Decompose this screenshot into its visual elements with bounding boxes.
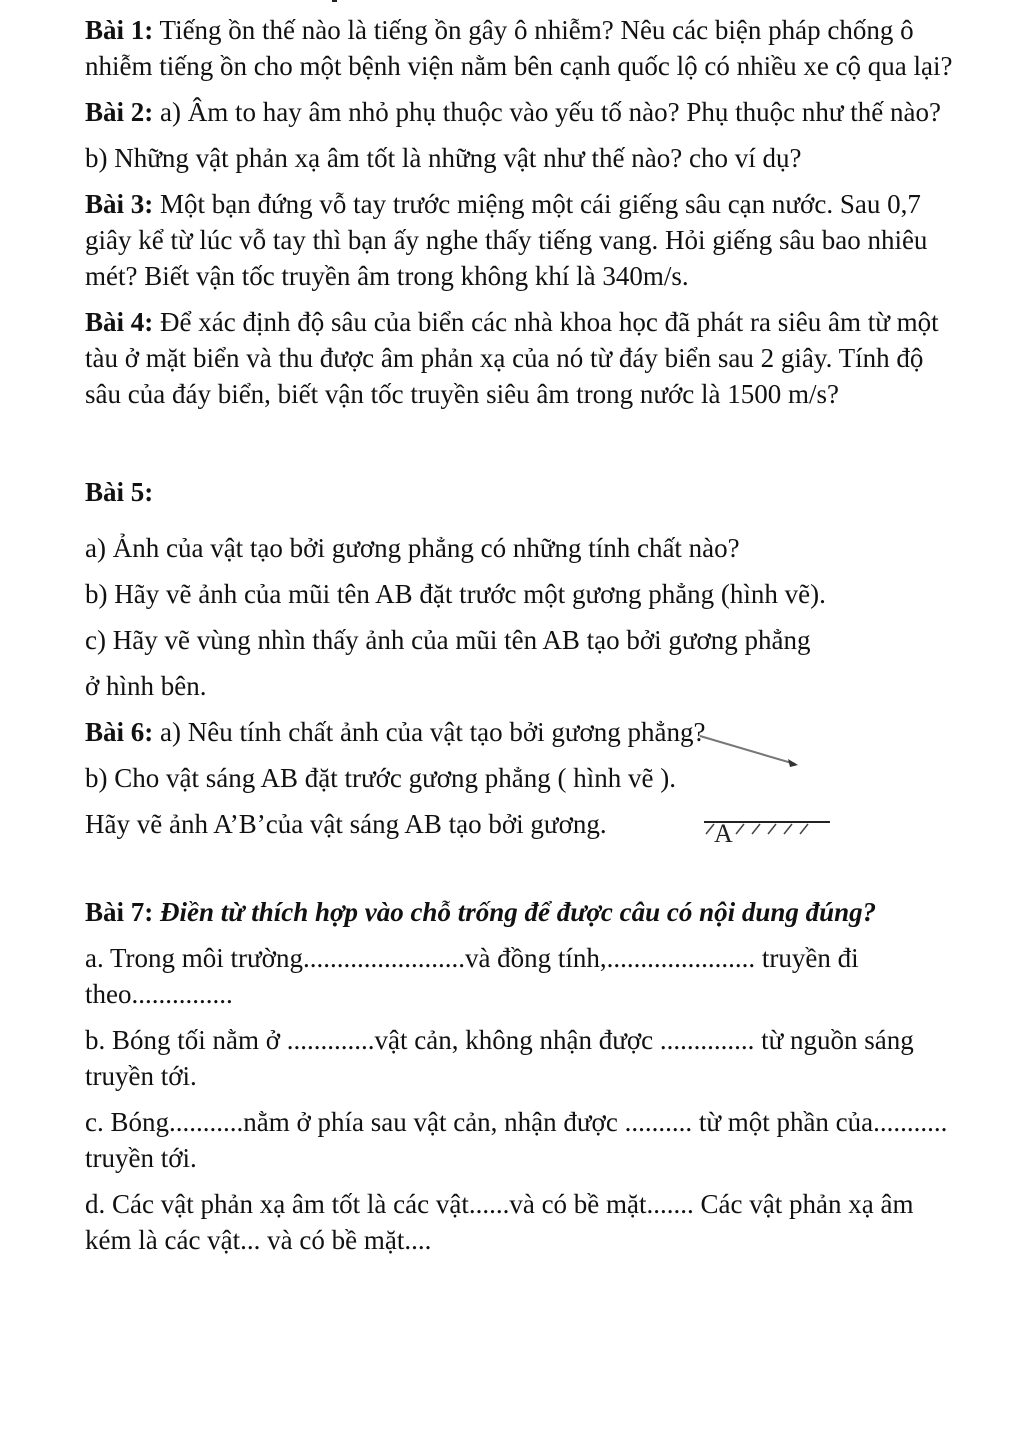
exercise-3-label: Bài 3: [85,189,154,219]
exercise-7-title: Điền từ thích hợp vào chỗ trống để được câu có nội dung đúng? [153,897,877,927]
exercise-7-heading [85,894,965,930]
exercise-5b: b) Hãy vẽ ảnh của mũi tên AB đặt trước một gương phẳng (hình vẽ). [85,579,826,609]
exercise-5c: c) Hãy vẽ vùng nhìn thấy ảnh của mũi tên AB tạo bởi gương phẳng [85,625,811,655]
exercise-4 [85,304,965,412]
mirror-figure [700,722,925,848]
figure-label-a: A [714,819,733,848]
arrow-head-icon [788,759,798,767]
exercise-2a [85,94,965,130]
exercise-3-text: Một bạn đứng vỗ tay trước miệng một cái giếng sâu cạn nước. Sau 0,7 giây kể từ lúc vỗ tay thì bạn ấy nghe thấy tiếng vang. Hỏi giếng sâu bao nhiêu mét? Biết vận tốc truyền âm trong không khí là 340m/s. [85,189,928,291]
exercise-5-heading [85,474,965,510]
exercise-7d: d. Các vật phản xạ âm tốt là các vật......và có bề mặt....... Các vật phản xạ âm kém là các vật... và có bề mặt.... [85,1189,914,1255]
exercise-4-label: Bài 4: [85,307,154,337]
spacer [85,422,965,474]
exercise-6-label: Bài 6: [85,717,154,747]
exercise-5-label: Bài 5: [85,477,154,507]
exercise-5a: a) Ảnh của vật tạo bởi gương phẳng có những tính chất nào? [85,533,740,563]
cropped-text-remnant [290,0,410,4]
exercise-7-label: Bài 7: [85,897,154,927]
exercise-7c: c. Bóng...........nằm ở phía sau vật cản, nhận được .......... từ một phần của........... truyền tới. [85,1107,948,1173]
spacer [85,852,965,894]
exercise-2b: b) Những vật phản xạ âm tốt là những vật như thế nào? cho ví dụ? [85,143,802,173]
object-arrow-ab [700,736,795,764]
exercise-list [85,12,965,1268]
exercise-6a-text: a) Nêu tính chất ảnh của vật tạo bởi gương phẳng? [153,717,706,747]
exercise-5c-continued: ở hình bên. [85,671,207,701]
exercise-2-label: Bài 2: [85,97,154,127]
exercise-7b: b. Bóng tối nằm ở .............vật cản, không nhận được .............. từ nguồn sáng truyền tới. [85,1025,914,1091]
exercise-2a-text: a) Âm to hay âm nhỏ phụ thuộc vào yếu tố nào? Phụ thuộc như thế nào? [153,97,941,127]
exercise-4-text: Để xác định độ sâu của biển các nhà khoa học đã phát ra siêu âm từ một tàu ở mặt biển và thu được âm phản xạ của nó từ đáy biển sau 2 giây. Tính độ sâu của đáy biển, biết vận tốc truyền siêu âm trong nước là 1500 m/s? [85,307,939,409]
exercise-1-label: Bài 1: [85,15,154,45]
exercise-1 [85,12,965,84]
exercise-3 [85,186,965,294]
exercise-6 [85,714,965,848]
exercise-6b: b) Cho vật sáng AB đặt trước gương phẳng ( hình vẽ ). [85,763,676,793]
exercise-7a: a. Trong môi trường........................và đồng tính,...................... truyền đi theo............... [85,943,859,1009]
exercise-6c: Hãy vẽ ảnh A’B’của vật sáng AB tạo bởi gương. [85,809,607,839]
exercise-1-text: Tiếng ồn thế nào là tiếng ồn gây ô nhiễm? Nêu các biện pháp chống ô nhiễm tiếng ồn cho một bệnh viện nằm bên cạnh quốc lộ có nhiều xe cộ qua lại? [85,15,953,81]
